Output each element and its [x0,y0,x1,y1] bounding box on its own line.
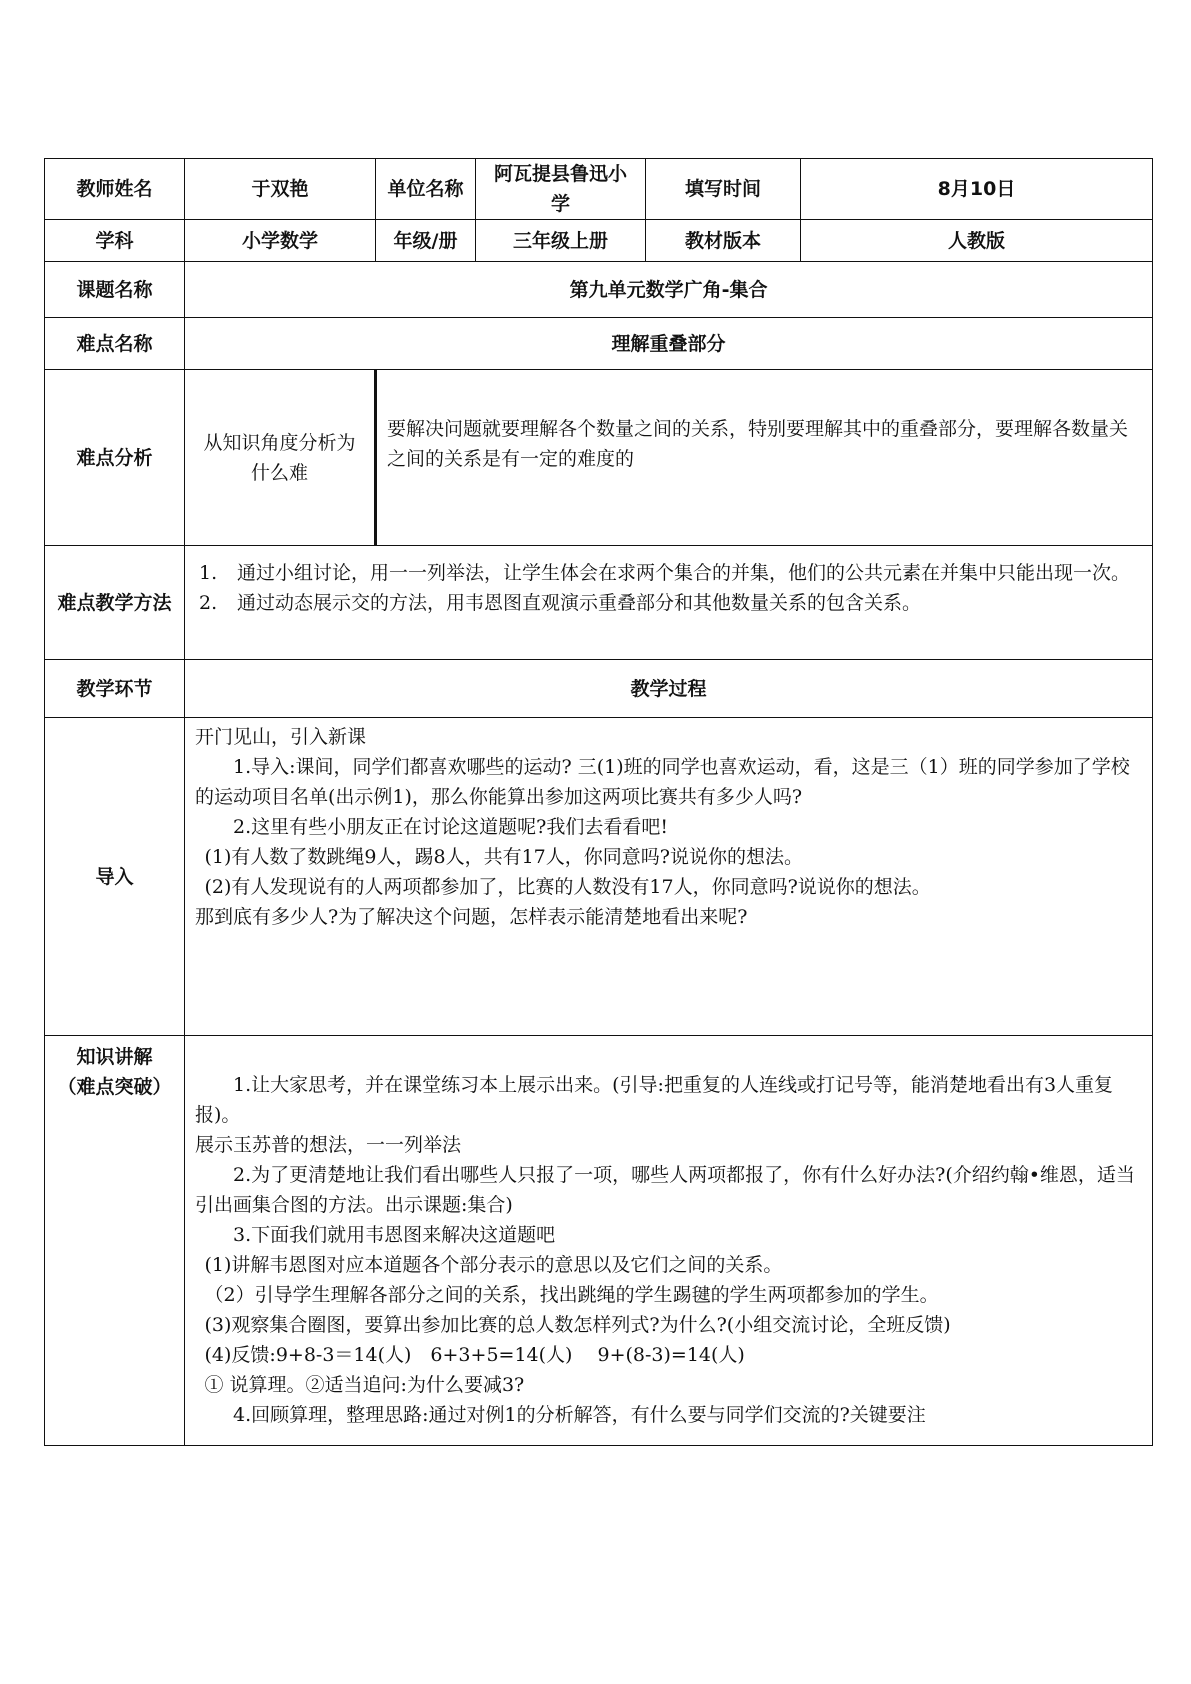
method-item-number: 1. [199,562,218,584]
process-header-row [45,660,1153,718]
analysis-label: 难点分析 [45,370,185,546]
grade-value: 三年级上册 [476,220,646,262]
topic-value: 第九单元数学广角-集合 [185,262,1153,318]
knowledge-content [185,1036,1153,1446]
subject-label: 学科 [45,220,185,262]
analysis-sub-label: 从知识角度分析为什么难 [185,370,376,546]
knowledge-row [45,1036,1153,1446]
unit-value: 阿瓦提县鲁迅小学 [476,159,646,220]
header-row-1 [45,159,1153,220]
grade-label: 年级/册 [376,220,476,262]
knowledge-line: (4)反馈:9+8-3＝14(人) 6+3+5=14(人) 9+(8-3)=14(人) [204,1344,745,1366]
date-value: 8月10日 [801,159,1153,220]
method-item [195,588,1140,618]
unit-label: 单位名称 [376,159,476,220]
edition-value: 人教版 [801,220,1153,262]
method-label: 难点教学方法 [45,546,185,660]
intro-line: 开门见山，引入新课 [195,726,367,748]
method-item-text: 通过小组讨论，用一一列举法，让学生体会在求两个集合的并集，他们的公共元素在并集中只能出现一次。 [237,562,1131,584]
method-row [45,546,1153,660]
teacher-value: 于双艳 [185,159,376,220]
knowledge-line: (1)讲解韦恩图对应本道题各个部分表示的意思以及它们之间的关系。 [204,1254,783,1276]
knowledge-line: (3)观察集合圈图，要算出参加比赛的总人数怎样列式?为什么?(小组交流讨论，全班反馈) [204,1314,951,1336]
knowledge-line: （2）引导学生理解各部分之间的关系，找出跳绳的学生踢毽的学生两项都参加的学生。 [204,1284,939,1306]
intro-line: (1)有人数了数跳绳9人，踢8人，共有17人，你同意吗?说说你的想法。 [204,846,803,868]
process-label: 教学过程 [185,660,1153,718]
knowledge-label-line2: （难点突破） [57,1076,172,1098]
method-item-text: 通过动态展示交的方法，用韦恩图直观演示重叠部分和其他数量关系的包含关系。 [237,592,922,614]
intro-line: 那到底有多少人?为了解决这个问题，怎样表示能清楚地看出来呢? [195,906,748,928]
knowledge-line: 展示玉苏普的想法，一一列举法 [195,1134,462,1156]
knowledge-line: 3.下面我们就用韦恩图来解决这道题吧 [233,1224,556,1246]
method-item-number: 2. [199,592,218,614]
difficulty-value: 理解重叠部分 [185,318,1153,370]
analysis-row [45,370,1153,546]
knowledge-label-line1: 知识讲解 [76,1046,153,1068]
date-label: 填写时间 [646,159,801,220]
knowledge-line: 2.为了更清楚地让我们看出哪些人只报了一项，哪些人两项都报了，你有什么好办法?(介绍约翰•维恩，适当引出画集合图的方法。出示课题:集合) [195,1164,1135,1216]
intro-line: (2)有人发现说有的人两项都参加了，比赛的人数没有17人，你同意吗?说说你的想法。 [204,876,931,898]
intro-content [185,718,1153,1036]
intro-line: 2.这里有些小朋友正在讨论这道题呢?我们去看看吧! [233,816,668,838]
topic-label: 课题名称 [45,262,185,318]
knowledge-line: ① 说算理。②适当追问:为什么要减3? [204,1374,525,1396]
topic-row [45,262,1153,318]
method-list [185,546,1153,660]
intro-label: 导入 [45,718,185,1036]
analysis-text: 要解决问题就要理解各个数量之间的关系，特别要理解其中的重叠部分，要理解各数量关之间的关系是有一定的难度的 [376,370,1153,546]
difficulty-label: 难点名称 [45,318,185,370]
intro-row [45,718,1153,1036]
method-item [195,558,1140,588]
process-stage-label: 教学环节 [45,660,185,718]
difficulty-row [45,318,1153,370]
edition-label: 教材版本 [646,220,801,262]
intro-line: 1.导入:课间，同学们都喜欢哪些的运动? 三(1)班的同学也喜欢运动，看，这是三（1）班的同学参加了学校的运动项目名单(出示例1)，那么你能算出参加这两项比赛共有多少人吗? [195,756,1130,808]
lesson-table [44,158,1153,1446]
knowledge-line: 4.回顾算理，整理思路:通过对例1的分析解答，有什么要与同学们交流的?关键要注 [233,1404,926,1426]
header-row-2 [45,220,1153,262]
subject-value: 小学数学 [185,220,376,262]
teacher-label: 教师姓名 [45,159,185,220]
knowledge-label [45,1036,185,1446]
lesson-design-form [44,158,1152,1446]
knowledge-line: 1.让大家思考，并在课堂练习本上展示出来。(引导:把重复的人连线或打记号等，能消楚地看出有3人重复报)。 [195,1074,1114,1126]
